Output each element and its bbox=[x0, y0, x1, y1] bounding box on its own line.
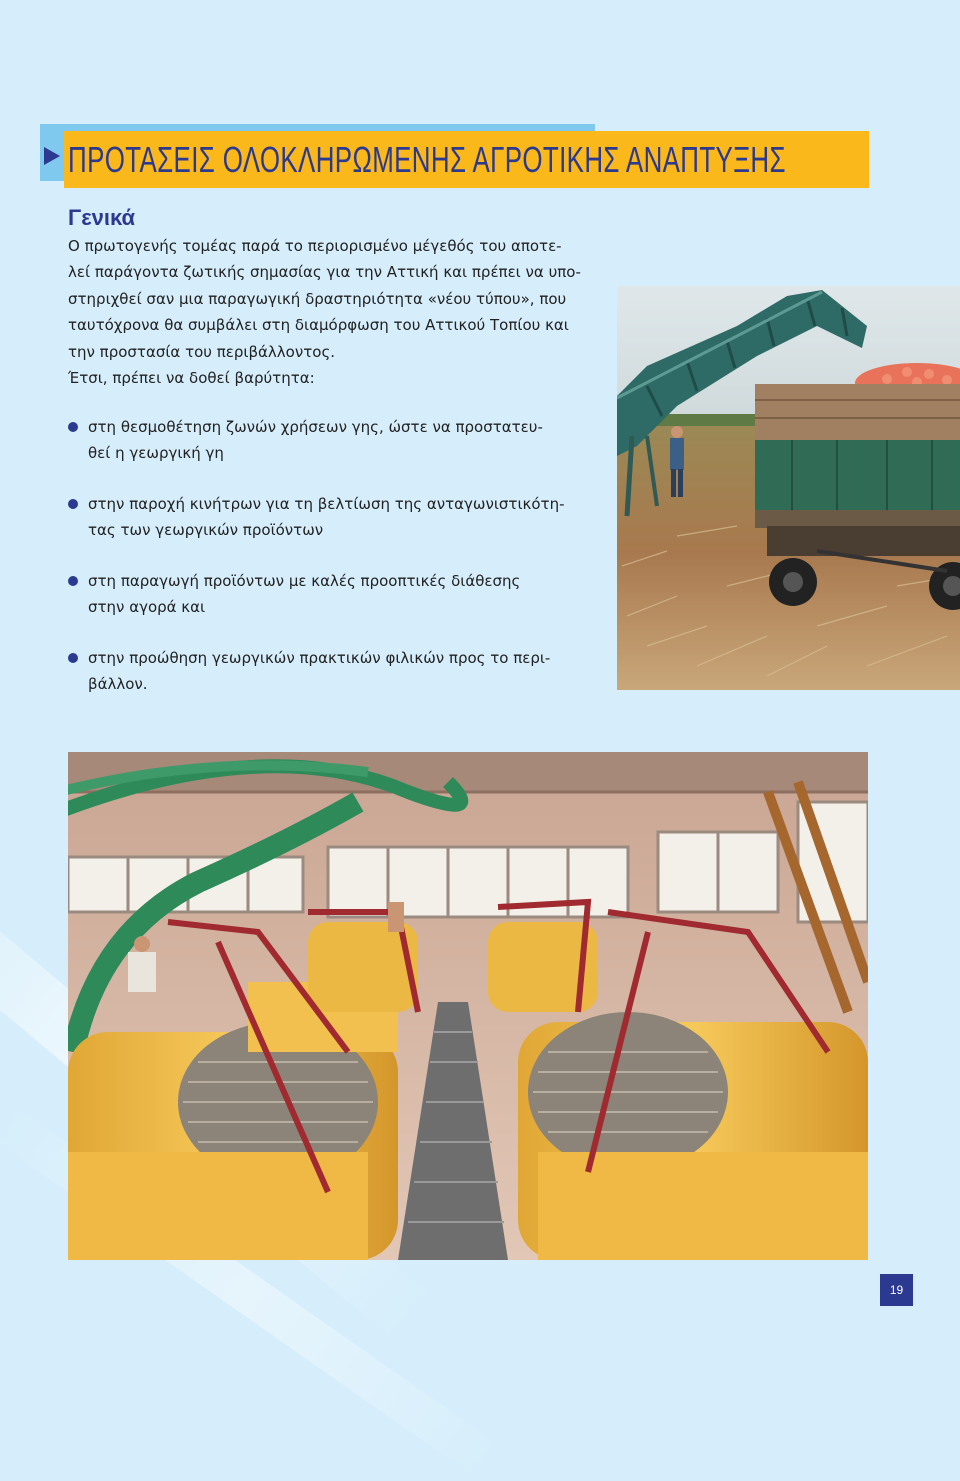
page-title: ΠΡΟΤΑΣΕΙΣ ΟΛΟΚΛΗΡΩΜΕΝΗΣ ΑΓΡΟΤΙΚΗΣ ΑΝΑΠΤΥΞΗΣ bbox=[68, 139, 786, 180]
list-item bbox=[68, 645, 598, 697]
list-item-line: στη θεσμοθέτηση ζωνών χρήσεων γης, ώστε να προστατευ- bbox=[88, 418, 543, 436]
list-item-line: τας των γεωργικών προϊόντων bbox=[88, 521, 324, 539]
intro-line: ταυτόχρονα θα συμβάλει στη διαμόρφωση του Αττικού Τοπίου και bbox=[68, 316, 569, 335]
bullet-dot-icon bbox=[68, 576, 78, 586]
intro-line: την προστασία του περιβάλλοντος. bbox=[68, 342, 336, 361]
list-item-line: θεί η γεωργική γη bbox=[88, 444, 224, 462]
list-item bbox=[68, 414, 598, 466]
bullet-dot-icon bbox=[68, 653, 78, 663]
intro-line: στηριχθεί σαν μια παραγωγική δραστηριότητα «νέου τύπου», που bbox=[68, 289, 567, 308]
list-item bbox=[68, 491, 598, 543]
bullet-dot-icon bbox=[68, 499, 78, 509]
intro-paragraph bbox=[68, 233, 598, 391]
intro-line: Ο πρωτογενής τομέας παρά το περιορισμένο μέγεθός του αποτε- bbox=[68, 237, 562, 255]
intro-line: λεί παράγοντα ζωτικής σημασίας για την Αττική και πρέπει να υπο- bbox=[68, 263, 581, 282]
harvest-illustration bbox=[617, 286, 960, 690]
machinery-illustration bbox=[68, 752, 868, 1260]
harvest-photo bbox=[617, 286, 960, 690]
bullet-dot-icon bbox=[68, 422, 78, 432]
list-item-line: στην αγορά και bbox=[88, 598, 206, 616]
section-title: Γενικά bbox=[68, 205, 136, 230]
page-number: 19 bbox=[880, 1274, 913, 1306]
triangle-right-icon bbox=[44, 147, 60, 165]
list-item bbox=[68, 568, 598, 620]
list-item-line: στην προώθηση γεωργικών πρακτικών φιλικών προς το περι- bbox=[88, 649, 551, 667]
list-item-line: βάλλον. bbox=[88, 675, 148, 693]
list-item-line: στη παραγωγή προϊόντων με καλές προοπτικές διάθεσης bbox=[88, 572, 521, 590]
intro-line: Έτσι, πρέπει να δοθεί βαρύτητα: bbox=[68, 369, 315, 388]
sorting-machinery-photo bbox=[68, 752, 868, 1260]
list-item-line: στην παροχή κινήτρων για τη βελτίωση της ανταγωνιστικότη- bbox=[88, 495, 565, 513]
bullet-list bbox=[68, 414, 598, 722]
